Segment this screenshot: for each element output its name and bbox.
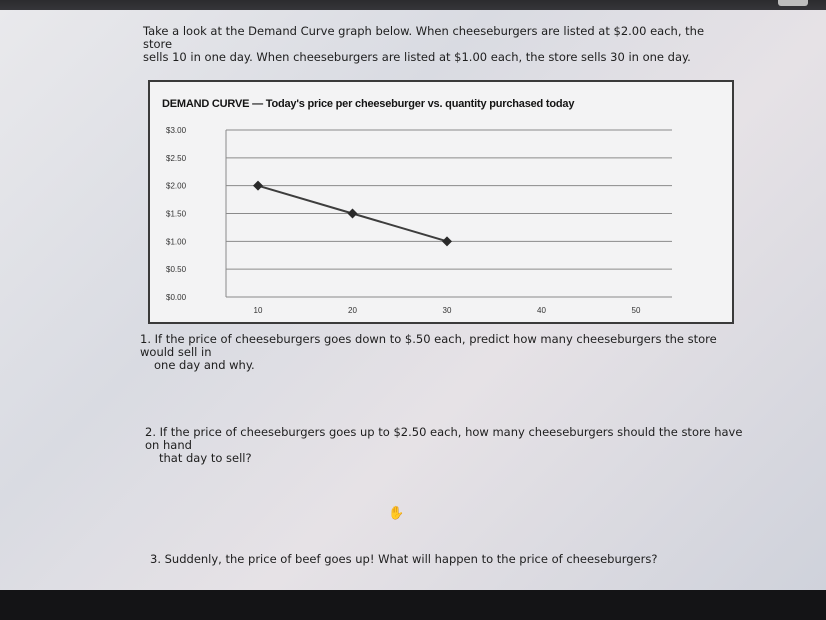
question-2-line-2: on hand bbox=[145, 438, 192, 452]
hand-cursor-icon: ✋ bbox=[388, 505, 405, 520]
question-1-line-1: 1. If the price of cheeseburgers goes down to $.50 each, predict how many cheeseburgers the store bbox=[140, 332, 717, 346]
chart-title: DEMAND CURVE — Today's price per cheeseburger vs. quantity purchased today bbox=[162, 98, 575, 110]
y-tick-label: $2.50 bbox=[166, 153, 187, 163]
bottom-bezel bbox=[0, 590, 826, 620]
x-tick-label: 50 bbox=[631, 306, 641, 315]
data-point-marker bbox=[442, 236, 452, 246]
question-2-line-1: 2. If the price of cheeseburgers goes up to $2.50 each, how many cheeseburgers should the store have bbox=[145, 425, 743, 439]
x-tick-label: 30 bbox=[442, 306, 452, 315]
question-1-line-3: one day and why. bbox=[154, 358, 255, 372]
question-1-line-2: would sell in bbox=[140, 345, 212, 359]
y-tick-label: $1.50 bbox=[166, 209, 187, 219]
question-3-line-1: 3. Suddenly, the price of beef goes up! What will happen to the price of cheeseburgers? bbox=[150, 552, 658, 566]
y-tick-label: $3.00 bbox=[166, 126, 187, 135]
y-tick-label: $2.00 bbox=[166, 181, 187, 191]
question-3 bbox=[150, 553, 750, 566]
data-point-marker bbox=[348, 209, 358, 219]
x-tick-label: 40 bbox=[537, 306, 546, 315]
intro-line-1: Take a look at the Demand Curve graph below. When cheeseburgers are listed at $2.00 each, the bbox=[143, 24, 705, 38]
demand-curve-chart bbox=[148, 80, 734, 324]
window-corner-button bbox=[778, 0, 808, 6]
question-2 bbox=[145, 426, 745, 465]
x-tick-label: 10 bbox=[253, 306, 263, 315]
y-tick-label: $1.00 bbox=[166, 237, 187, 247]
y-tick-label: $0.50 bbox=[166, 265, 187, 275]
chart-plot bbox=[150, 82, 732, 322]
intro-line-2: store bbox=[143, 37, 173, 51]
question-2-line-3: that day to sell? bbox=[159, 451, 252, 465]
x-tick-label: 20 bbox=[348, 306, 357, 315]
question-1 bbox=[140, 333, 740, 372]
data-point-marker bbox=[253, 181, 263, 191]
intro-text bbox=[143, 25, 743, 64]
y-tick-label: $0.00 bbox=[166, 293, 187, 302]
intro-line-3: sells 10 in one day. When cheeseburgers are listed at $1.00 each, the store sells 30 in one day. bbox=[143, 50, 691, 64]
